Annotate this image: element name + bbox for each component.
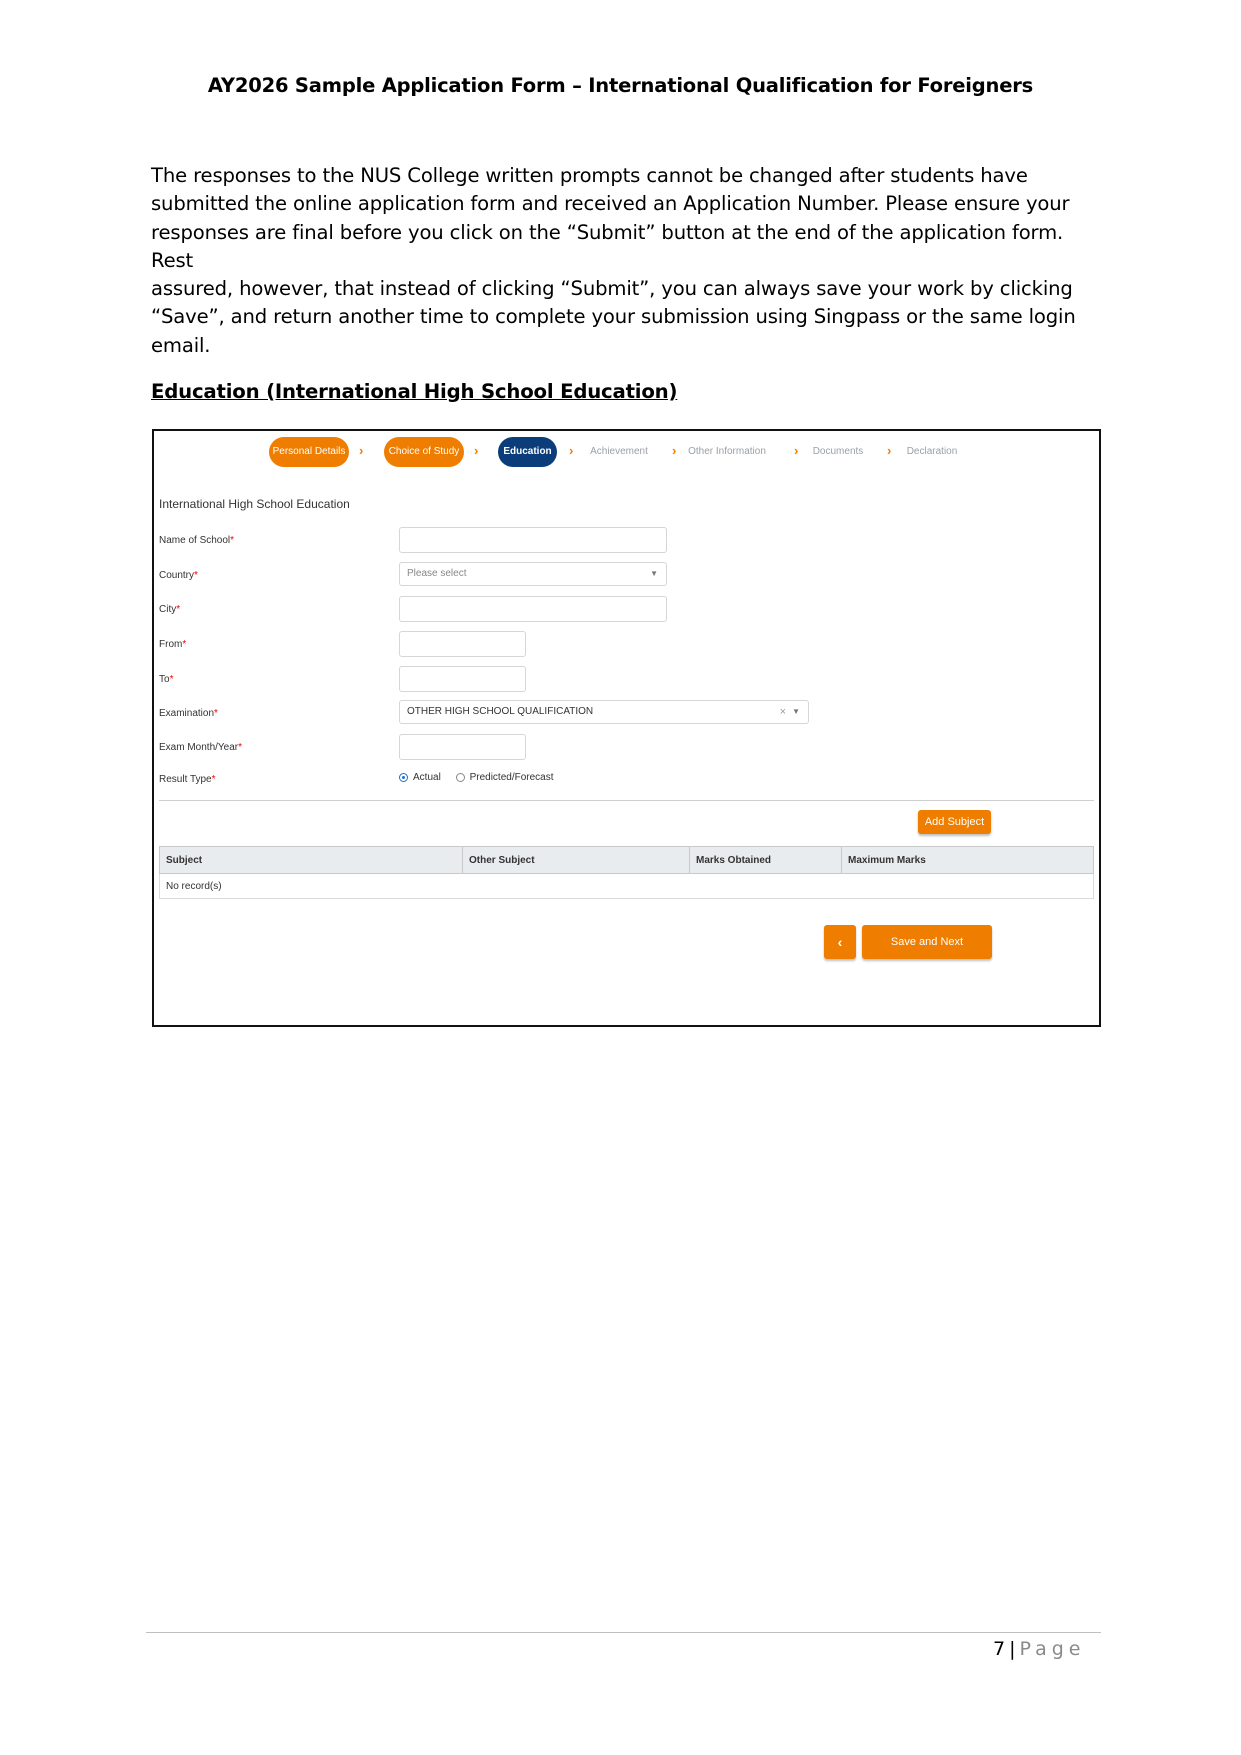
intro-paragraph [151,162,1096,360]
step-education[interactable]: Education [498,437,557,467]
section-heading: Education (International High School Education) [151,380,678,403]
city-label: City* [159,604,181,615]
caret-down-icon: ▼ [792,707,800,716]
document-title: AY2026 Sample Application Form – International Qualification for Foreigners [207,74,1034,97]
intro-line: assured, however, that instead of clicking “Submit”, you can always save your work by clicking [151,277,1073,301]
from-date-input[interactable] [399,631,526,657]
divider [159,800,1094,801]
step-declaration[interactable]: Declaration [906,446,958,457]
chevron-right-icon: › [474,443,479,458]
intro-line: submitted the online application form and received an Application Number. Please ensure your [151,192,1070,216]
result-type-label: Result Type* [159,774,216,785]
chevron-left-icon: ‹ [837,934,843,950]
page-footer [993,1638,1086,1660]
result-type-radio-group [399,772,566,783]
radio-predicted-label: Predicted/Forecast [469,772,554,783]
save-and-next-button[interactable]: Save and Next [862,925,992,959]
chevron-right-icon: › [359,443,364,458]
chevron-right-icon: › [672,443,677,458]
examination-value: OTHER HIGH SCHOOL QUALIFICATION [407,706,594,717]
radio-actual[interactable] [399,773,408,782]
examination-select[interactable] [399,700,809,724]
column-header-maximum-marks: Maximum Marks [842,847,1094,874]
caret-down-icon: ▼ [650,569,658,578]
step-choice-of-study[interactable]: Choice of Study [384,437,464,467]
chevron-right-icon: › [569,443,574,458]
radio-actual-label: Actual [413,772,441,783]
school-name-input[interactable] [399,527,667,553]
column-header-subject: Subject [160,847,463,874]
school-name-label: Name of School* [159,535,235,546]
country-select[interactable] [399,562,667,586]
column-header-marks-obtained: Marks Obtained [690,847,842,874]
from-label: From* [159,639,187,650]
city-input[interactable] [399,596,667,622]
add-subject-button[interactable]: Add Subject [918,810,991,834]
step-documents[interactable]: Documents [812,446,864,457]
step-achievement[interactable]: Achievement [590,446,648,457]
form-heading: International High School Education [159,497,350,511]
chevron-right-icon: › [794,443,799,458]
step-personal-details[interactable]: Personal Details [269,437,349,467]
intro-line: “Save”, and return another time to complete your submission using Singpass or the same login [151,305,1076,329]
empty-records-text: No record(s) [160,874,1094,899]
back-button[interactable] [824,925,856,959]
to-label: To* [159,674,174,685]
chevron-right-icon: › [887,443,892,458]
examination-label: Examination* [159,708,218,719]
to-date-input[interactable] [399,666,526,692]
exam-month-year-label: Exam Month/Year* [159,742,243,753]
clear-icon[interactable]: × [779,706,786,718]
intro-line: email. [151,333,211,357]
exam-month-year-input[interactable] [399,734,526,760]
step-other-information[interactable]: Other Information [688,446,766,457]
footer-rule [146,1632,1101,1633]
intro-line: The responses to the NUS College written prompts cannot be changed after students have [151,164,1028,187]
subjects-table [159,846,1094,899]
page-separator: | [1009,1638,1016,1660]
country-label: Country* [159,570,198,581]
country-placeholder: Please select [407,568,467,579]
table-row [160,874,1094,899]
progress-stepper [154,437,1099,471]
form-screenshot [152,429,1101,1027]
radio-predicted-forecast[interactable] [456,773,465,782]
page-number: 7 [993,1638,1006,1660]
column-header-other-subject: Other Subject [463,847,690,874]
intro-line: responses are final before you click on the “Submit” button at the end of the application form. Rest [151,220,1064,272]
page-word: Page [1019,1638,1086,1660]
